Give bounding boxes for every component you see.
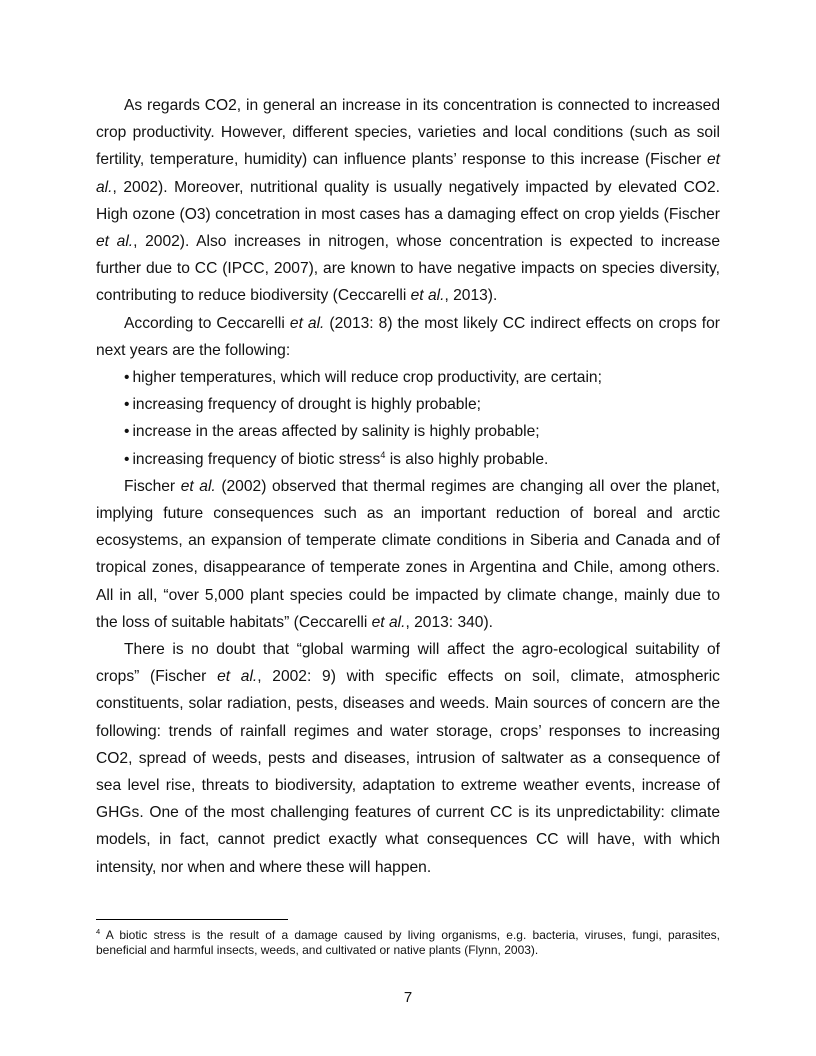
footnote-reference[interactable]: 4: [380, 449, 386, 460]
footnote-text: A biotic stress is the result of a damage caused by living organisms, e.g. bacteria, viruses, fungi, parasites, beneficial and harmful insects, weeds, and cultivated or native plants (Flynn, 2003).: [96, 928, 720, 957]
page-number: 7: [403, 989, 413, 1006]
effects-list: [96, 364, 720, 473]
paragraph-global-warming: There is no doubt that “global warming will affect the agro-ecological suitability of crops” (Fischer et al., 2002: 9) with specific effects on soil, climate, atmospheric constituents, solar radiation, pests, diseases and weeds. Main sources of concern are the following: trends of rainfall regimes and water storage, crops’ responses to increasing CO2, spread of weeds, pests and diseases, intrusion of saltwater as a consequence of sea level rise, threats to biodiversity, adaptation to extreme weather events, increase of GHGs. One of the most challenging features of current CC is its unpredictability: climate models, in fact, cannot predict exactly what consequences CC will have, with which intensity, nor when and where these will happen.: [96, 641, 720, 876]
footnote-divider: [96, 919, 288, 920]
list-item: • increasing frequency of biotic stress$^4$ is also highly probable.: [96, 446, 720, 473]
paragraph-co2: As regards CO2, in general an increase in its concentration is connected to increased crop productivity. However, different species, varieties and local conditions (such as soil fertility, temperature, humidity) can influence plants’ response to this increase (Fischer et al., 2002). Moreover, nutritional quality is usually negatively impacted by elevated CO2. High ozone (O3) concetration in most cases has a damaging effect on crop yields (Fischer et al., 2002). Also increases in nitrogen, whose concentration is expected to increase further due to CC (IPCC, 2007), are known to have negative impacts on species diversity, contributing to reduce biodiversity (Ceccarelli et al., 2013).: [96, 97, 720, 305]
paragraph-thermal-regimes: Fischer et al. (2002) observed that thermal regimes are changing all over the planet, implying future consequences such as an important reduction of boreal and arctic ecosystems, an expansion of temperate climate conditions in Siberia and Canada and of tropical zones, disappearance of temperate zones in Argentina and Chile, among others. All in all, “over 5,000 plant species could be impacted by climate change, mainly due to the loss of suitable habitats” (Ceccarelli et al., 2013: 340).: [96, 477, 720, 631]
list-item: • higher temperatures, which will reduce crop productivity, are certain;: [96, 364, 720, 391]
list-item: • increasing frequency of drought is highly probable;: [96, 391, 720, 418]
page-body: [96, 92, 720, 881]
footnote: [96, 928, 720, 958]
paragraph-indirect-effects: According to Ceccarelli et al. (2013: 8) the most likely CC indirect effects on crops for next years are the following:: [96, 314, 720, 359]
footnote-marker: 4: [96, 927, 101, 936]
list-item: • increase in the areas affected by salinity is highly probable;: [96, 418, 720, 445]
